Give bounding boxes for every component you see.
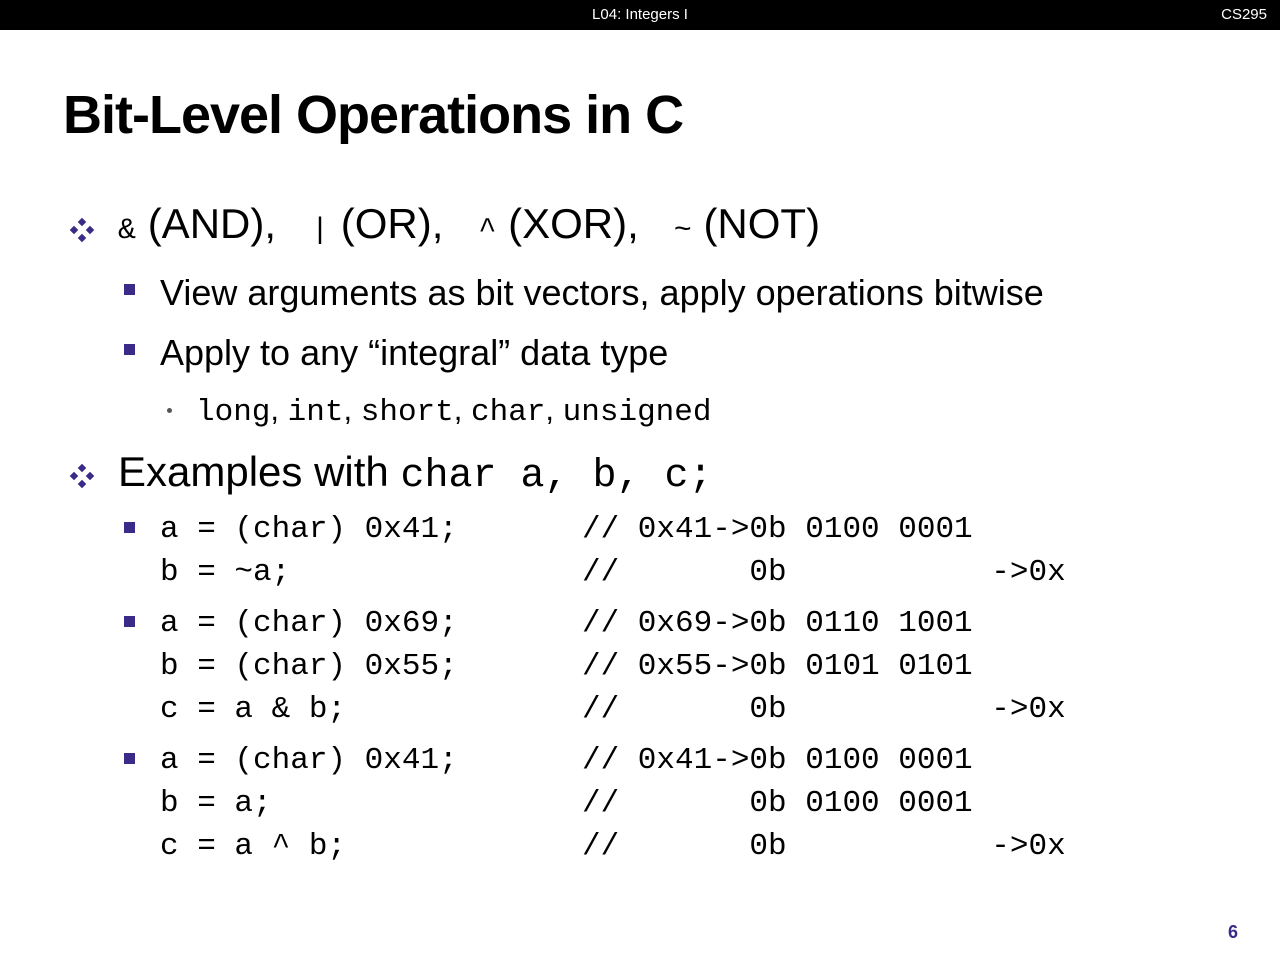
- example-3-line-3-comment: // 0b ->0x: [582, 829, 1066, 864]
- example-2-line-3: c = a & b;: [160, 692, 347, 727]
- example-1-line-2-comment: // 0b ->0x: [582, 555, 1066, 590]
- sub-bullet-integral: Apply to any “integral” data type: [160, 332, 669, 373]
- example-2-line-2-comment: // 0x55->0b 0101 0101: [582, 649, 973, 684]
- example-3-line-1: a = (char) 0x41;: [160, 743, 458, 778]
- type-char: char: [471, 395, 546, 430]
- type-separator: ,: [545, 392, 555, 427]
- example-3-line-2-comment: // 0b 0100 0001: [582, 786, 973, 821]
- example-1-line-2: b = ~a;: [160, 555, 291, 590]
- example-1-line-1-comment: // 0x41->0b 0100 0001: [582, 512, 973, 547]
- type-list: [196, 392, 712, 430]
- example-1-line-1: [160, 512, 458, 547]
- square-bullet-icon: [124, 753, 135, 764]
- type-short: short: [360, 395, 454, 430]
- type-separator: ,: [343, 392, 353, 427]
- or-label: (OR),: [340, 200, 444, 247]
- header-title: L04: Integers I: [592, 6, 688, 23]
- example-2-line-3-comment: // 0b ->0x: [582, 692, 1066, 727]
- example-3-line-2: b = a;: [160, 786, 272, 821]
- operators-line: [118, 200, 820, 248]
- examples-declaration: char a, b, c;: [400, 454, 713, 499]
- xor-symbol: ^: [478, 214, 497, 248]
- code-left: a = (char) 0x41;: [160, 512, 458, 547]
- example-2-line-1: a = (char) 0x69;: [160, 606, 458, 641]
- not-symbol: ~: [673, 214, 692, 248]
- page-number: 6: [1227, 922, 1238, 942]
- diamond-bullet-icon: [68, 216, 96, 244]
- not-label: (NOT): [703, 200, 821, 247]
- type-long: long: [196, 395, 271, 430]
- example-3-line-3: c = a ^ b;: [160, 829, 347, 864]
- square-bullet-icon: [124, 522, 135, 533]
- examples-label: Examples with: [118, 448, 401, 495]
- diamond-bullet-icon: [68, 462, 96, 490]
- type-unsigned: unsigned: [562, 395, 712, 430]
- or-symbol: |: [311, 214, 330, 248]
- sub-bullet-bitwise: View arguments as bit vectors, apply operations bitwise: [160, 272, 1044, 313]
- course-label: CS295: [1221, 6, 1267, 23]
- type-int: int: [287, 395, 344, 430]
- type-separator: ,: [453, 392, 463, 427]
- slide-title: Bit-Level Operations in C: [63, 85, 684, 145]
- example-3-line-1-comment: // 0x41->0b 0100 0001: [582, 743, 973, 778]
- example-2-line-2: b = (char) 0x55;: [160, 649, 458, 684]
- square-bullet-icon: [124, 284, 135, 295]
- xor-label: (XOR),: [508, 200, 639, 247]
- examples-heading: [118, 448, 713, 499]
- dot-bullet-icon: [167, 408, 172, 413]
- square-bullet-icon: [124, 344, 135, 355]
- and-symbol: &: [118, 214, 137, 248]
- square-bullet-icon: [124, 616, 135, 627]
- example-2-line-1-comment: // 0x69->0b 0110 1001: [582, 606, 973, 641]
- type-separator: ,: [270, 392, 280, 427]
- header-bar: [0, 0, 1280, 30]
- and-label: (AND),: [147, 200, 277, 247]
